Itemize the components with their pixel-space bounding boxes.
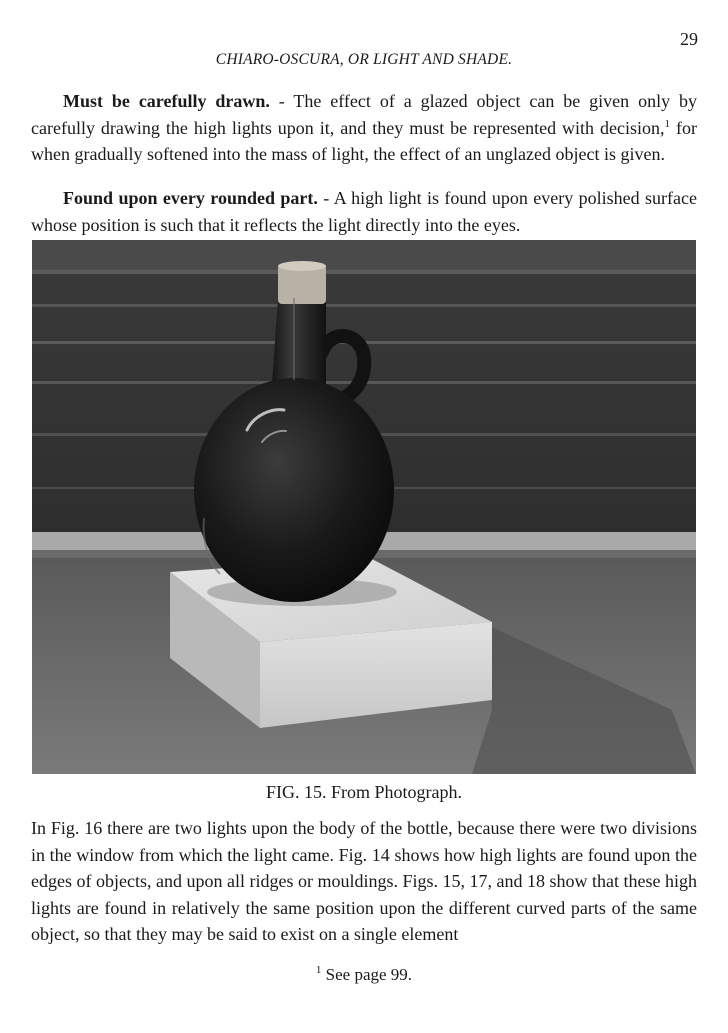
figure-photograph [32, 240, 696, 774]
paragraph-body: In Fig. 16 there are two lights upon the body of the bottle, because there were two divisions in the window from which the light came. Fig. 14 shows how high lights are found upon the edges of objects, and upon all ridges or mouldings. Figs. 15, 17, and 18 show that these high lights are found in relatively the same position upon the different curved parts of the same object, so that they may be said to exist on a single element [31, 818, 697, 944]
paragraph-lead: Must be carefully drawn. [63, 91, 270, 111]
paragraph-text: - A high light is found upon every polished surface whose position is such that it reflects the light directly into the eyes. [31, 188, 697, 235]
page-number: 29 [680, 29, 698, 49]
bottle-photograph [32, 240, 696, 774]
paragraph-found-upon-every-rounded-part [31, 185, 697, 238]
paragraph-lead: Found upon every rounded part. [63, 188, 318, 208]
footnote-marker: 1 [315, 964, 322, 976]
figure-caption: FIG. 15. From Photograph. [265, 782, 462, 802]
paragraph-text-continued: for when gradually softened into the mass of light, the effect of an unglazed object is given. [31, 117, 697, 164]
running-head: CHIARO-OSCURA, OR LIGHT AND SHADE. [215, 51, 513, 68]
bottle-body [194, 378, 394, 602]
paragraph-text: - The effect of a glazed object can be given only by carefully drawing the high lights upon it, and they must be represented with decision, [31, 91, 697, 138]
footnote-text: See page 99. [321, 965, 413, 984]
paragraph-must-be-carefully-drawn [31, 88, 697, 168]
footnote [0, 964, 728, 986]
footnote-reference: 1 [664, 117, 671, 130]
